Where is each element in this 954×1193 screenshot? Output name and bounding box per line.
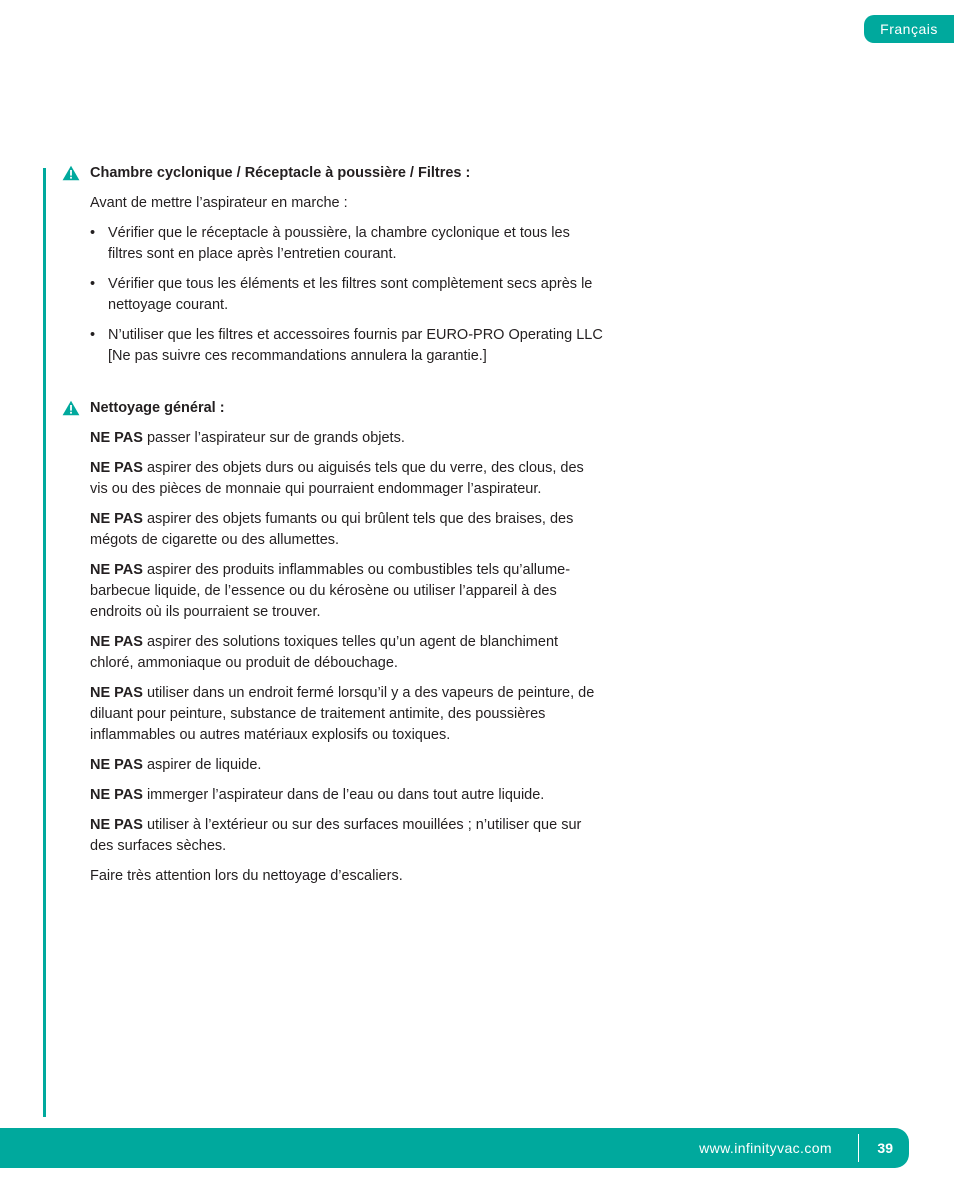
section2	[90, 398, 605, 887]
footer-bar	[0, 1128, 909, 1168]
rule-item	[90, 458, 605, 500]
section2-heading	[90, 398, 605, 419]
rule-item	[90, 632, 605, 674]
rule-item	[90, 755, 605, 776]
rule-item	[90, 509, 605, 551]
rule-item	[90, 785, 605, 806]
section2-heading-text: Nettoyage général :	[90, 400, 225, 416]
closing-note: Faire très attention lors du nettoyage d’escaliers.	[90, 868, 403, 884]
bullet-item: • Vérifier que le réceptacle à poussière, la chambre cyclonique et tous les filtres sont en place après l’entretien courant.	[90, 223, 605, 265]
main-content	[90, 163, 605, 887]
ne-pas-label: NE PAS	[90, 817, 143, 833]
rule-item	[90, 560, 605, 623]
ne-pas-label: NE PAS	[90, 787, 143, 803]
ne-pas-label: NE PAS	[90, 430, 143, 446]
ne-pas-label: NE PAS	[90, 757, 143, 773]
warning-triangle-icon	[62, 400, 80, 416]
rule-text: aspirer des objets durs ou aiguisés tels que du verre, des clous, des vis ou des pièces de monnaie qui pourraient endommager l’aspirateur.	[90, 460, 584, 497]
section1-bullet-list	[90, 223, 605, 367]
rule-text: utiliser dans un endroit fermé lorsqu’il y a des vapeurs de peinture, de diluant pour peinture, substance de traitement antimite, des poussières inflammables ou autres matériaux explosifs ou toxiques.	[90, 685, 595, 743]
warning-triangle-icon	[62, 165, 80, 181]
rule-text: immerger l’aspirateur dans de l’eau ou dans tout autre liquide.	[142, 787, 545, 803]
bullet-item: • Vérifier que tous les éléments et les filtres sont complètement secs après le nettoyage courant.	[90, 274, 605, 316]
footer-divider	[858, 1134, 859, 1162]
rule-text: aspirer des objets fumants ou qui brûlent tels que des braises, des mégots de cigarette ou des allumettes.	[90, 511, 574, 548]
rule-text: aspirer de liquide.	[142, 757, 262, 773]
rule-text: aspirer des solutions toxiques telles qu’un agent de blanchiment chloré, ammoniaque ou produit de débouchage.	[90, 634, 559, 671]
ne-pas-label: NE PAS	[90, 562, 143, 578]
language-tab: Français	[864, 15, 954, 43]
section1-intro: Avant de mettre l’aspirateur en marche :	[90, 195, 348, 211]
section1-heading	[90, 163, 605, 184]
ne-pas-label: NE PAS	[90, 685, 143, 701]
ne-pas-label: NE PAS	[90, 634, 143, 650]
rule-text: aspirer des produits inflammables ou combustibles tels qu’allume-barbecue liquide, de l’essence ou du kérosène ou utiliser l’appareil à des endroits où ils pourraient se trouver.	[90, 562, 571, 620]
rule-item	[90, 683, 605, 746]
bullet-item: • N’utiliser que les filtres et accessoires fournis par EURO-PRO Operating LLC [Ne pas suivre ces recommandations annulera la garantie.]	[90, 325, 605, 367]
rule-text: utiliser à l’extérieur ou sur des surfaces mouillées ; n’utiliser que sur des surfaces sèches.	[90, 817, 582, 854]
rule-item	[90, 428, 605, 449]
ne-pas-label: NE PAS	[90, 460, 143, 476]
rule-text: passer l’aspirateur sur de grands objets.	[142, 430, 405, 446]
footer-url-link[interactable]: www.infinityvac.com	[699, 1140, 832, 1156]
page-number: 39	[877, 1140, 893, 1156]
rule-item	[90, 815, 605, 857]
ne-pas-label: NE PAS	[90, 511, 143, 527]
section1-heading-text: Chambre cyclonique / Réceptacle à poussière / Filtres :	[90, 165, 471, 181]
left-accent-rule	[43, 168, 46, 1117]
